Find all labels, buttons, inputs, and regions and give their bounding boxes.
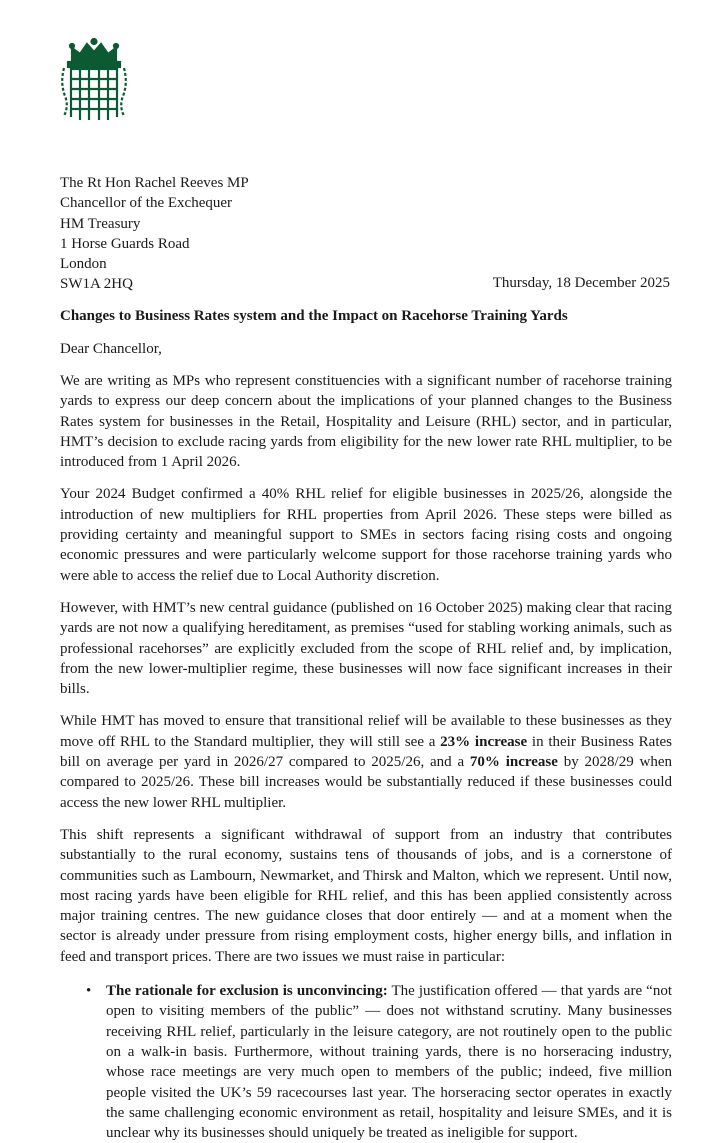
paragraph	[60, 711, 672, 812]
recipient-line: Chancellor of the Exchequer	[60, 195, 233, 212]
paragraph: Your 2024 Budget confirmed a 40% RHL relief for eligible businesses in 2025/26, alongside the introduction of new multipliers for RHL properties from April 2026. These steps were billed as providing certainty and meaningful support to SMEs in sectors facing rising costs and ongoing economic pressures and were particularly welcome support for those racehorse training yards who were able to access the relief due to Local Authority discretion.	[60, 486, 672, 584]
paragraph-text: by 2028/29 when compared to 2025/26. These bill increases would be substantially reduced if these businesses could access the new lower RHL multiplier.	[60, 754, 672, 811]
bullet-marker: •	[86, 983, 92, 1000]
recipient-line: London	[60, 256, 107, 273]
recipient-line: SW1A 2HQ	[60, 276, 133, 293]
recipient-line: The Rt Hon Rachel Reeves MP	[60, 175, 249, 191]
paragraph-text: While HMT has moved to ensure that transitional relief will be available to these businesses as they move off RHL to the Standard multiplier, they will still see a	[60, 713, 672, 750]
letter-subject: Changes to Business Rates system and the Impact on Racehorse Training Yards	[60, 308, 568, 324]
highlight-figure: 70% increase	[469, 754, 558, 771]
highlight-figure: 23% increase	[440, 733, 528, 750]
letter-body	[60, 371, 672, 1143]
paragraph: However, with HMT’s new central guidance (published on 16 October 2025) making clear that racing yards are not now a qualifying hereditament, as premises “used for stabling working animals, such as professional racehorses” are explicitly excluded from the scope of RHL relief and, by implication, from the new lower-multiplier regime, these businesses will now face significant increases in their bills.	[60, 599, 672, 698]
recipient-address	[60, 173, 249, 295]
bullet-text: The justification offered — that yards are “not open to visiting members of the public” — does not withstand scrutiny. Many businesses receiving RHL relief, particularly in the leisure category, are not routinely open to the public on a walk-in basis. Furthermore, without training yards, there is no horseracing industry, whose race meetings are very much open to members of the public; indeed, five million people visited the UK’s 59 racecourses last year. The horseracing sector operates in exactly the same challenging economic environment as retail, hospitality and leisure SMEs, and it is unclear why its businesses should uniquely be treated as ineligible for support.	[106, 983, 672, 1142]
paragraph-text: in their Business Rates bill on average per yard in 2026/27 compared to 2025/26, and a	[60, 733, 672, 771]
portcullis-icon	[58, 38, 130, 122]
paragraph: This shift represents a significant withdrawal of support from an industry that contributes substantially to the rural economy, sustains tens of thousands of jobs, and is a cornerstone of communities such as Lambourn, Newmarket, and Thirsk and Malton, which we represent. Until now, most racing yards have been eligible for RHL relief, and this has been applied consistently across major training centres. The new guidance closes that door entirely — and at a moment when the sector is already under pressure from rising employment costs, higher energy bills, and inflation in feed and transport prices. There are two issues we must raise in particular:	[60, 826, 672, 965]
salutation: Dear Chancellor,	[60, 341, 162, 357]
recipient-line: 1 Horse Guards Road	[60, 235, 190, 252]
letter-date: Thursday, 18 December 2025	[492, 275, 670, 291]
bullet-heading: The rationale for exclusion is unconvincing:	[106, 983, 388, 1000]
bullet-list	[60, 981, 672, 1143]
recipient-line: HM Treasury	[60, 215, 141, 232]
list-item	[60, 981, 672, 1143]
paragraph: We are writing as MPs who represent constituencies with a significant number of racehorse training yards to express our deep concern about the implications of your planned changes to the Business Rates system for businesses in the Retail, Hospitality and Leisure (RHL) sector, and in particular, HMT’s decision to exclude racing yards from eligibility for the new lower rate RHL multiplier, to be introduced from 1 April 2026.	[60, 373, 672, 471]
